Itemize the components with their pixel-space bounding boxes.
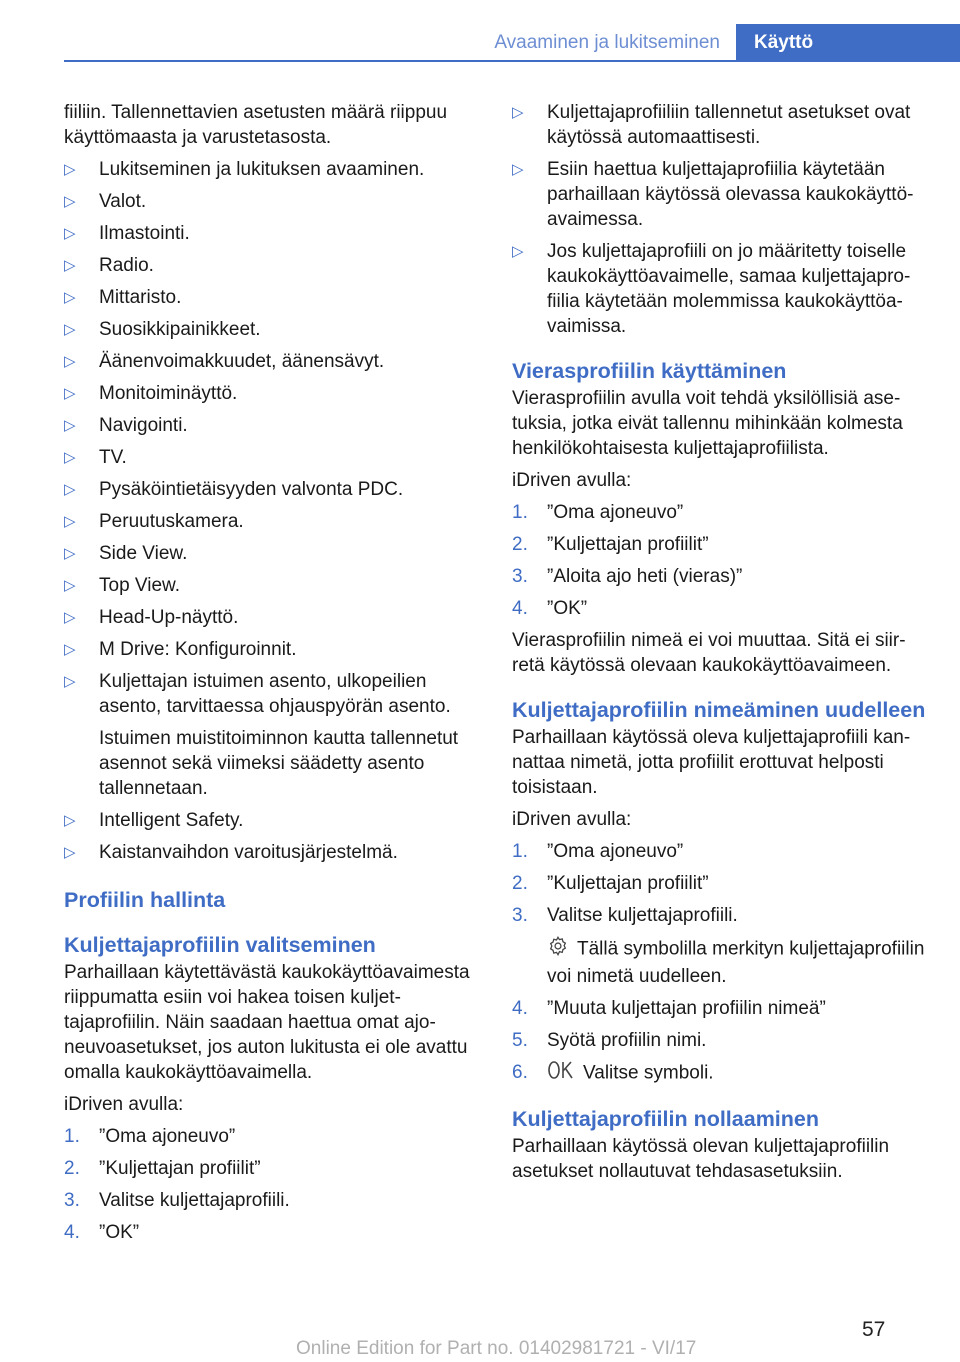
step-item: 2. ”Kuljettajan profiilit” [64,1158,261,1179]
ok-icon [547,1060,575,1087]
left-column [64,100,478,1252]
bullet-triangle-icon: ▷ [64,545,76,562]
bullet-triangle-icon: ▷ [64,193,76,210]
bullet-triangle-icon: ▷ [512,243,524,260]
list-item: ▷ Side View. [64,543,188,564]
list-item: ▷ Radio. [64,255,154,276]
idrive-label: iDriven avulla: [512,470,632,491]
bullet-triangle-icon: ▷ [64,417,76,434]
bullet-triangle-icon: ▷ [64,289,76,306]
header-section-title: Avaaminen ja lukitseminen [494,32,720,53]
list-item: ▷ Kuljettajan istuimen asento, ulkopeilien asento, tarvittaessa ohjauspyörän asento. Istuimen muistitoiminnon kautta tallennetut asennot sekä viimeksi säädetty asento tallennetaan. [64,669,478,801]
select-profile-text: Parhaillaan käytettävästä kaukokäyttöavaimesta riippumatta esiin voi hakea toisen kuljettajaprofiilin. Näin saadaan haettua omat ajoneuvoasetukset, jos auton lukitusta ei ole avattu omalla kaukokäyttöavaimella. [64,962,470,1083]
step-item: 5. Syötä profiilin nimi. [512,1030,707,1051]
step-item: 1. ”Oma ajoneuvo” [512,841,684,862]
gear-icon [547,935,569,964]
step-item: 1. ”Oma ajoneuvo” [512,502,684,523]
bullet-triangle-icon: ▷ [64,321,76,338]
list-item: ▷ Kaistanvaihdon varoitusjärjestelmä. [64,842,398,863]
seat-memory-note: Istuimen muistitoiminnon kautta tallennetut asennot sekä viimeksi säädetty asento tallennetaan. [99,728,459,799]
header-chapter-title: Käyttö [754,32,814,53]
bullet-triangle-icon: ▷ [64,257,76,274]
idrive-label: iDriven avulla: [512,809,632,830]
step-item: 2. ”Kuljettajan profiilit” [512,534,709,555]
step-item: 6. Valitse symboli. [512,1060,926,1087]
list-item: ▷ Intelligent Safety. [64,810,244,831]
subsection-heading-select-profile: Kuljettajaprofiilin valitseminen [64,933,376,957]
footer-edition: Online Edition for Part no. 01402981721 - VI/17 [296,1338,697,1359]
header-section [64,24,736,62]
bullet-triangle-icon: ▷ [64,844,76,861]
list-item: ▷ TV. [64,447,127,468]
step-item: 4. ”Muuta kuljettajan profiilin nimeä” [512,998,826,1019]
list-item: ▷ Lukitseminen ja lukituksen avaaminen. [64,159,425,180]
list-item: ▷ Pysäköintietäisyyden valvonta PDC. [64,479,404,500]
bullet-triangle-icon: ▷ [64,353,76,370]
step-item: 4. ”OK” [512,598,588,619]
idrive-label: iDriven avulla: [64,1094,184,1115]
list-item: ▷ Top View. [64,575,180,596]
subsection-heading-rename-profile: Kuljettajaprofiilin nimeäminen uudelleen [512,698,926,722]
step-item: 2. ”Kuljettajan profiilit” [512,873,709,894]
intro-text: fiiliin. Tallennettavien asetusten määrä riippuu käyttömaasta ja varustetasosta. [64,102,448,148]
list-item: ▷ Peruutuskamera. [64,511,244,532]
section-heading-profile-management: Profiilin hallinta [64,888,226,912]
list-item: ▷ Kuljettajaprofiiliin tallennetut asetukset ovat käytössä automaattisesti. [512,102,911,148]
guest-profile-note: Vierasprofiilin nimeä ei voi muuttaa. Sitä ei siirretä käytössä olevaan kaukokäyttöavaimeen. [512,630,906,676]
bullet-triangle-icon: ▷ [64,161,76,178]
bullet-triangle-icon: ▷ [64,449,76,466]
subsection-heading-guest-profile: Vierasprofiilin käyttäminen [512,359,787,383]
list-item: ▷ Mittaristo. [64,287,182,308]
bullet-triangle-icon: ▷ [512,161,524,178]
list-item: ▷ Esiin haettua kuljettajaprofiilia käytetään parhaillaan käytössä olevassa kaukokäyttöavaimessa. [512,159,914,230]
bullet-triangle-icon: ▷ [512,104,524,121]
rename-symbol-note: Tällä symbolilla merkityn kuljettajaprofiilin voi nimetä uudelleen. [547,935,926,989]
list-item: ▷ Navigointi. [64,415,188,436]
list-item: ▷ Äänenvoimakkuudet, äänensävyt. [64,351,385,372]
right-column [512,100,926,1191]
bullet-triangle-icon: ▷ [64,641,76,658]
step-item: 4. ”OK” [64,1222,140,1243]
list-item: ▷ Jos kuljettajaprofiili on jo määritetty toiselle kaukokäyttöavaimelle, samaa kuljettajaprofiilia käytetään molemmissa kaukokäyttöavaimissa. [512,241,911,337]
bullet-triangle-icon: ▷ [64,812,76,829]
settings-list [64,157,478,865]
header-chapter-tab [736,24,960,62]
list-item: ▷ Suosikkipainikkeet. [64,319,261,340]
step-item: 1. ”Oma ajoneuvo” [64,1126,236,1147]
running-header [64,24,960,62]
list-item: ▷ M Drive: Konfiguroinnit. [64,639,297,660]
subsection-heading-reset-profile: Kuljettajaprofiilin nollaaminen [512,1107,820,1131]
step-item: 3. Valitse kuljettajaprofiili. Tällä symbolilla merkityn kuljettajaprofiilin voi nimetä uudelleen. [512,905,925,987]
rename-profile-steps [512,839,926,1087]
bullet-triangle-icon: ▷ [64,577,76,594]
bullet-triangle-icon: ▷ [64,481,76,498]
step-item: 3. Valitse kuljettajaprofiili. [64,1190,290,1211]
reset-profile-text: Parhaillaan käytössä olevan kuljettajaprofiilin asetukset nollautuvat tehdasasetuksiin. [512,1136,890,1182]
list-item: ▷ Ilmastointi. [64,223,190,244]
select-profile-steps [64,1124,478,1245]
bullet-triangle-icon: ▷ [64,225,76,242]
guest-profile-steps [512,500,926,621]
bullet-triangle-icon: ▷ [64,513,76,530]
bullet-triangle-icon: ▷ [64,673,76,690]
list-item: ▷ Valot. [64,191,147,212]
select-profile-bullets [512,100,926,339]
bullet-triangle-icon: ▷ [64,385,76,402]
page-number: 57 [862,1318,886,1341]
list-item: ▷ Monitoiminäyttö. [64,383,238,404]
guest-profile-text: Vierasprofiilin avulla voit tehdä yksilöllisiä asetuksia, jotka eivät tallennu mihinkään kolmesta henkilökohtaisesta kuljettajaprofiilista. [512,388,903,459]
list-item: ▷ Head-Up-näyttö. [64,607,239,628]
step-item: 3. ”Aloita ajo heti (vieras)” [512,566,743,587]
bullet-triangle-icon: ▷ [64,609,76,626]
rename-profile-text: Parhaillaan käytössä oleva kuljettajaprofiili kannattaa nimetä, jotta profiilit erottuvat helposti toisistaan. [512,727,911,798]
